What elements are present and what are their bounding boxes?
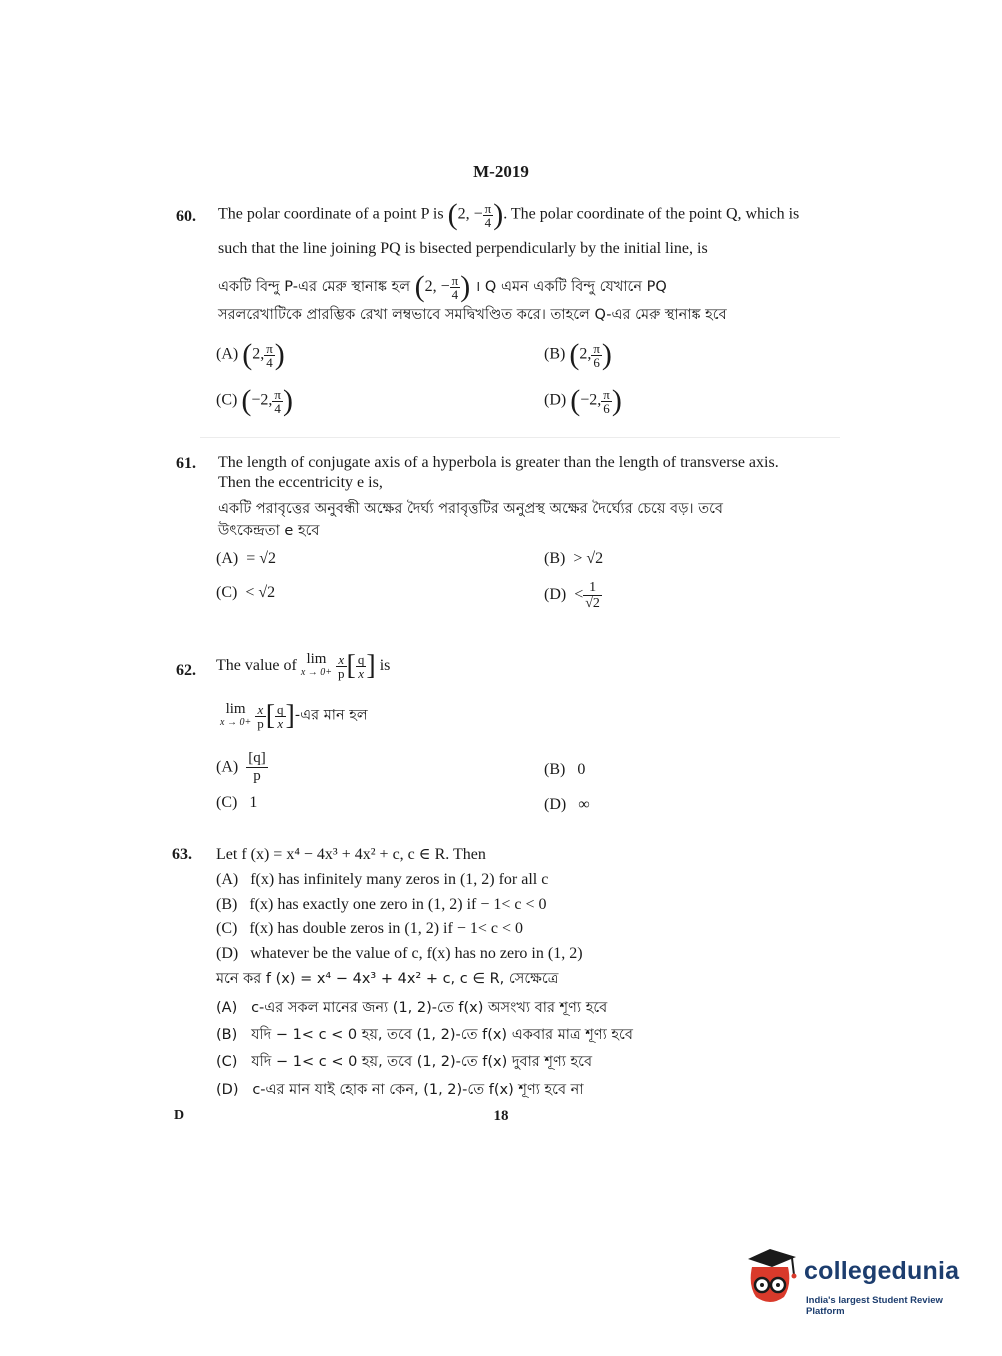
option-label: (A)	[216, 871, 239, 888]
q60-en-line1-a: The polar coordinate of a point P is	[218, 205, 444, 223]
option-fraction	[246, 750, 268, 785]
q61-option-a	[216, 550, 276, 568]
option-text: ∞	[578, 796, 590, 813]
frac-denominator: 4	[266, 354, 273, 370]
option-label: (C)	[216, 1054, 238, 1070]
frac-numerator: 1	[583, 580, 602, 596]
option-text: < √2	[245, 584, 276, 601]
option-label: (D)	[544, 586, 567, 604]
frac-denominator: p	[253, 768, 261, 784]
q61-option-b	[544, 550, 603, 568]
q60-paren-open: (	[447, 198, 458, 231]
frac-denominator: 6	[593, 354, 600, 370]
q60-bn-line1-a: একটি বিন্দু P-এর মেরু স্থানাঙ্ক হল	[218, 279, 410, 295]
q63-bn-option-c	[216, 1049, 592, 1076]
q62-number: 62.	[176, 662, 196, 679]
option-text: whatever be the value of c, f(x) has no zero in (1, 2)	[250, 945, 583, 962]
option-label: (C)	[216, 794, 238, 811]
option-label: (C)	[216, 391, 238, 409]
logo-wordmark: collegedunia	[804, 1257, 960, 1285]
q62-option-c	[216, 794, 257, 812]
frac-numerator: [q]	[248, 750, 266, 766]
q61-bn-line2: উৎকেন্দ্রতা e হবে	[218, 523, 320, 539]
q60-paren-close: )	[493, 198, 504, 231]
option-fraction	[601, 388, 612, 415]
option-text: f(x) has infinitely many zeros in (1, 2) for all c	[250, 871, 549, 888]
frac-denominator: 4	[451, 286, 459, 302]
frac-denominator: 6	[603, 400, 610, 416]
option-label: (A)	[216, 345, 239, 363]
frac-numerator: π	[451, 272, 459, 288]
option-label: (A)	[216, 550, 239, 567]
q60-bn-p-coord-fraction	[450, 274, 461, 301]
option-label: (B)	[216, 1027, 238, 1043]
q63-en-option-b	[216, 892, 547, 918]
q62-bn-stem: lim x → 0+ $\frac{x}{p}$ [ $\frac{q}{x}$ ]-এর মান হল	[220, 700, 368, 731]
option-label: (C)	[216, 584, 238, 601]
q62-en-stem: The value of lim x → 0+ $\frac{x}{p}$ [ $\frac{q}{x}$ ] is	[216, 650, 391, 681]
option-text: c-এর মান যাই হোক না কেন, (1, 2)-তে f(x) শূণ্য হবে না	[252, 1082, 584, 1098]
option-label: (A)	[216, 1000, 238, 1016]
frac-numerator: π	[266, 340, 273, 356]
option-text: > √2	[573, 550, 604, 567]
q60-option-b: (B) (2, $\frac{\pi}{6}$ )	[544, 338, 612, 371]
q60-bn-line1	[218, 272, 858, 302]
q62-option-b	[544, 761, 585, 779]
q62-limit: lim x → 0+	[300, 651, 333, 678]
frac-numerator: π	[274, 386, 281, 402]
q63-bn-option-a	[216, 995, 607, 1022]
q61-bn-line1: একটি পরাবৃত্তের অনুবন্ধী অক্ষের দৈর্ঘ্য পরাবৃত্তটির অনুপ্রস্থ অক্ষের দৈর্ঘ্যের চেয়ে বড়। তবে	[218, 501, 723, 517]
q61-option-c	[216, 584, 275, 602]
option-label: (C)	[216, 920, 238, 937]
option-text: f(x) has exactly one zero in (1, 2) if − 1< c < 0	[249, 896, 547, 913]
q60-en-line1-b: The polar coordinate of the point Q, which is	[510, 205, 800, 223]
frac-numerator: π	[603, 386, 610, 402]
q63-number: 63.	[172, 846, 192, 863]
option-label: (D)	[544, 391, 567, 409]
q61-option-d: (D) < $\frac{1}{√2}$	[544, 580, 600, 611]
q61-en-line1: The length of conjugate axis of a hyperbola is greater than the length of transverse axis.	[218, 454, 779, 471]
q60-bn-line1-b: । Q এমন একটি বিন্দু যেখানে PQ	[474, 279, 667, 295]
q60-number: 60.	[176, 208, 196, 225]
option-label: (D)	[544, 796, 567, 813]
booklet-code: D	[174, 1108, 185, 1123]
frac-denominator: 4	[274, 400, 281, 416]
page-number: 18	[493, 1108, 509, 1124]
option-text: c-এর সকল মানের জন্য (1, 2)-তে f(x) অসংখ্য বার শূণ্য হবে	[251, 1000, 608, 1016]
q62-option-a	[216, 750, 268, 785]
option-label: (B)	[544, 345, 566, 363]
q62-x-over-p: $\frac{x}{p}$	[257, 701, 264, 731]
q63-en-option-a	[216, 867, 548, 893]
q60-option-c: (C) (−2, $\frac{\pi}{4}$ )	[216, 384, 293, 417]
q60-p-coord-first: 2, −	[457, 205, 483, 223]
q60-bn-p-coord-first: 2, −	[424, 278, 450, 295]
option-label: (B)	[544, 761, 566, 778]
option-fraction	[264, 342, 275, 369]
option-fraction	[591, 342, 602, 369]
frac-numerator: π	[593, 340, 600, 356]
q60-en-line2: such that the line joining PQ is bisected perpendicularly by the initial line, is	[218, 240, 708, 257]
q62-q-over-x: $\frac{q}{x}$	[277, 701, 284, 731]
option-text: যদি − 1< c < 0 হয়, তবে (1, 2)-তে f(x) একবার মাত্র শূণ্য হবে	[251, 1027, 633, 1043]
frac-denominator: √2	[585, 596, 600, 611]
option-text: = √2	[246, 550, 277, 567]
option-label: (B)	[216, 896, 238, 913]
option-text: f(x) has double zeros in (1, 2) if − 1< c < 0	[249, 920, 523, 937]
q60-option-d: (D) (−2, $\frac{\pi}{6}$ )	[544, 384, 622, 417]
option-text: যদি − 1< c < 0 হয়, তবে (1, 2)-তে f(x) দুবার শূণ্য হবে	[251, 1054, 593, 1070]
page-header-title: M-2019	[473, 162, 529, 181]
q60-option-a: (A) (2, $\frac{\pi}{4}$ )	[216, 338, 285, 371]
option-text: 1	[249, 794, 258, 811]
q60-en-line1: The polar coordinate of a point P is (2, − $\frac{\pi}{4}$ ). The polar coordinate of the point Q, which is	[218, 198, 800, 231]
q63-bn-option-b	[216, 1022, 633, 1049]
q60-bn-line2: সরলরেখাটিকে প্রারম্ভিক রেখা লম্বভাবে সমদ্বিখণ্ডিত করে। তাহলে Q-এর মেরু স্থানাঙ্ক হবে	[218, 307, 727, 323]
q60-bn-paren-open: (	[414, 270, 425, 303]
q63-en-option-c	[216, 916, 523, 942]
option-label: (D)	[216, 1082, 239, 1098]
option-text: 0	[577, 761, 586, 778]
logo-tagline: India's largest Student Review Platform	[806, 1295, 943, 1317]
q62-option-d	[544, 796, 590, 814]
q62-limit: lim x → 0+	[220, 701, 252, 728]
q60-bn-paren-close: )	[460, 270, 471, 303]
q62-x-over-p: $\frac{x}{p}$	[338, 651, 345, 681]
option-label: (D)	[216, 945, 239, 962]
logo-mascot-icon	[740, 1245, 800, 1315]
q60-p-coord-fraction	[483, 202, 494, 229]
option-label: (B)	[544, 550, 566, 567]
option-fraction	[583, 580, 602, 611]
frac-denominator: 4	[484, 214, 492, 230]
option-fraction	[272, 388, 283, 415]
option-label: (A)	[216, 758, 239, 776]
q61-number: 61.	[176, 455, 196, 472]
q63-bn-option-d	[216, 1077, 584, 1104]
q63-bn-stem: মনে কর f (x) = x⁴ − 4x³ + 4x² + c, c ∈ R, সেক্ষেত্রে	[216, 971, 559, 987]
q63-en-option-d	[216, 941, 583, 967]
frac-numerator: π	[484, 200, 492, 216]
q61-en-line2: Then the eccentricity e is,	[218, 474, 383, 491]
q63-en-stem: Let f (x) = x⁴ − 4x³ + 4x² + c, c ∈ R. Then	[216, 846, 486, 863]
faint-separator	[200, 437, 840, 438]
q62-q-over-x: $\frac{q}{x}$	[357, 651, 365, 681]
collegedunia-logo[interactable]	[740, 1245, 970, 1315]
